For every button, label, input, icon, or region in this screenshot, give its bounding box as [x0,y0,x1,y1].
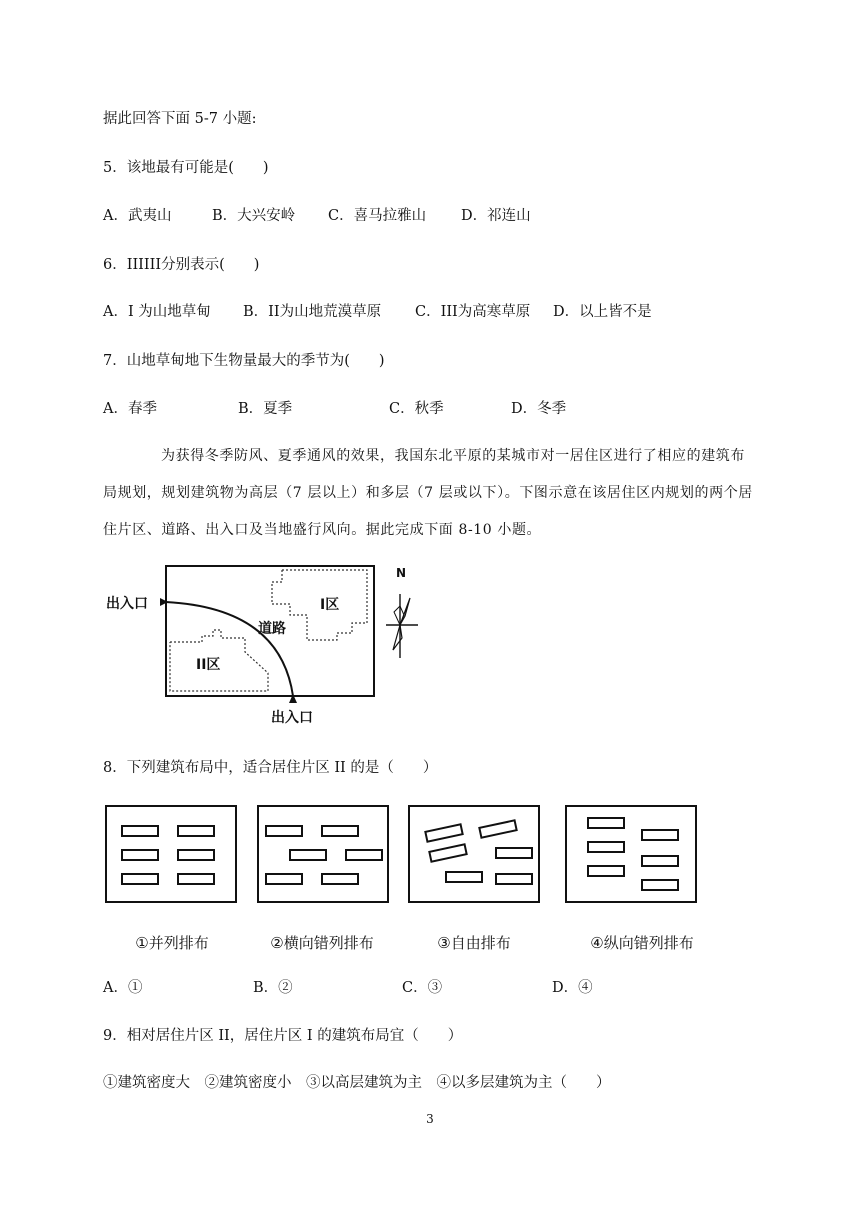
q8-option-d[interactable]: D．④ [552,980,593,996]
layout-caption-2: ②横向错列排布 [270,934,374,952]
road-label: 道路 [258,621,286,637]
q9-choices: ①建筑密度大 ②建筑密度小 ③以高层建筑为主 ④以多层建筑为主（ ） [103,1075,611,1091]
road-curve [166,602,293,696]
layout-diagrams [100,800,710,910]
layout-vertical-staggered-diagram [566,806,696,902]
q6-option-a[interactable]: A．I 为山地草甸 [103,304,211,320]
q7-option-d[interactable]: D．冬季 [511,401,567,417]
passage-8-10: 为获得冬季防风、夏季通风的效果，我国东北平原的某城市对一居住区进行了相应的建筑布局规划，规划建筑物为高层（7 层以上）和多层（7 层或以下）。下图示意在该居住区内规划的两个居住片区、道路、出入口及当地盛行风向。据此完成下面 8-10 小题。 [103,448,753,538]
wind-rose-icon [386,594,418,658]
layout-caption-1: ①并列排布 [135,934,209,952]
q7-stem: 7．山地草甸地下生物量最大的季节为( ) [103,353,385,369]
q8-option-a[interactable]: A．① [103,980,143,996]
q8-option-c[interactable]: C．③ [402,980,443,996]
intro-text: 据此回答下面 5-7 小题: [103,111,257,127]
q6-option-d[interactable]: D．以上皆不是 [553,304,652,320]
page-number: 3 [426,1112,434,1126]
layout-parallel-diagram [106,806,236,902]
q6-option-b[interactable]: B．II为山地荒漠草原 [243,304,382,320]
q6-stem: 6．IIIIII分别表示( ) [103,257,260,273]
q5-option-d[interactable]: D．祁连山 [461,208,531,224]
q8-option-b[interactable]: B．② [253,980,293,996]
q5-stem: 5．该地最有可能是( ) [103,160,269,176]
q5-option-c[interactable]: C．喜马拉雅山 [328,208,427,224]
q8-stem: 8．下列建筑布局中，适合居住片区 II 的是（ ） [103,760,438,776]
north-label: N [396,566,407,580]
layout-free-diagram [409,806,539,902]
q5-option-a[interactable]: A．武夷山 [103,208,172,224]
q9-stem: 9．相对居住片区 II，居住片区 I 的建筑布局宜（ ） [103,1028,463,1044]
zone1-label: I区 [320,597,340,613]
entrance-left-label: 出入口 [106,596,148,612]
entrance-bottom-label: 出入口 [271,710,313,726]
q5-option-b[interactable]: B．大兴安岭 [212,208,296,224]
residential-map [100,560,440,730]
layout-caption-4: ④纵向错列排布 [590,934,694,952]
layout-horizontal-staggered-diagram [258,806,388,902]
q7-option-c[interactable]: C．秋季 [389,401,444,417]
layout-caption-3: ③自由排布 [437,934,511,952]
q6-option-c[interactable]: C．III为高寒草原 [415,304,531,320]
zone2-label: II区 [196,657,221,673]
q7-option-a[interactable]: A．春季 [103,401,157,417]
q7-option-b[interactable]: B．夏季 [238,401,293,417]
